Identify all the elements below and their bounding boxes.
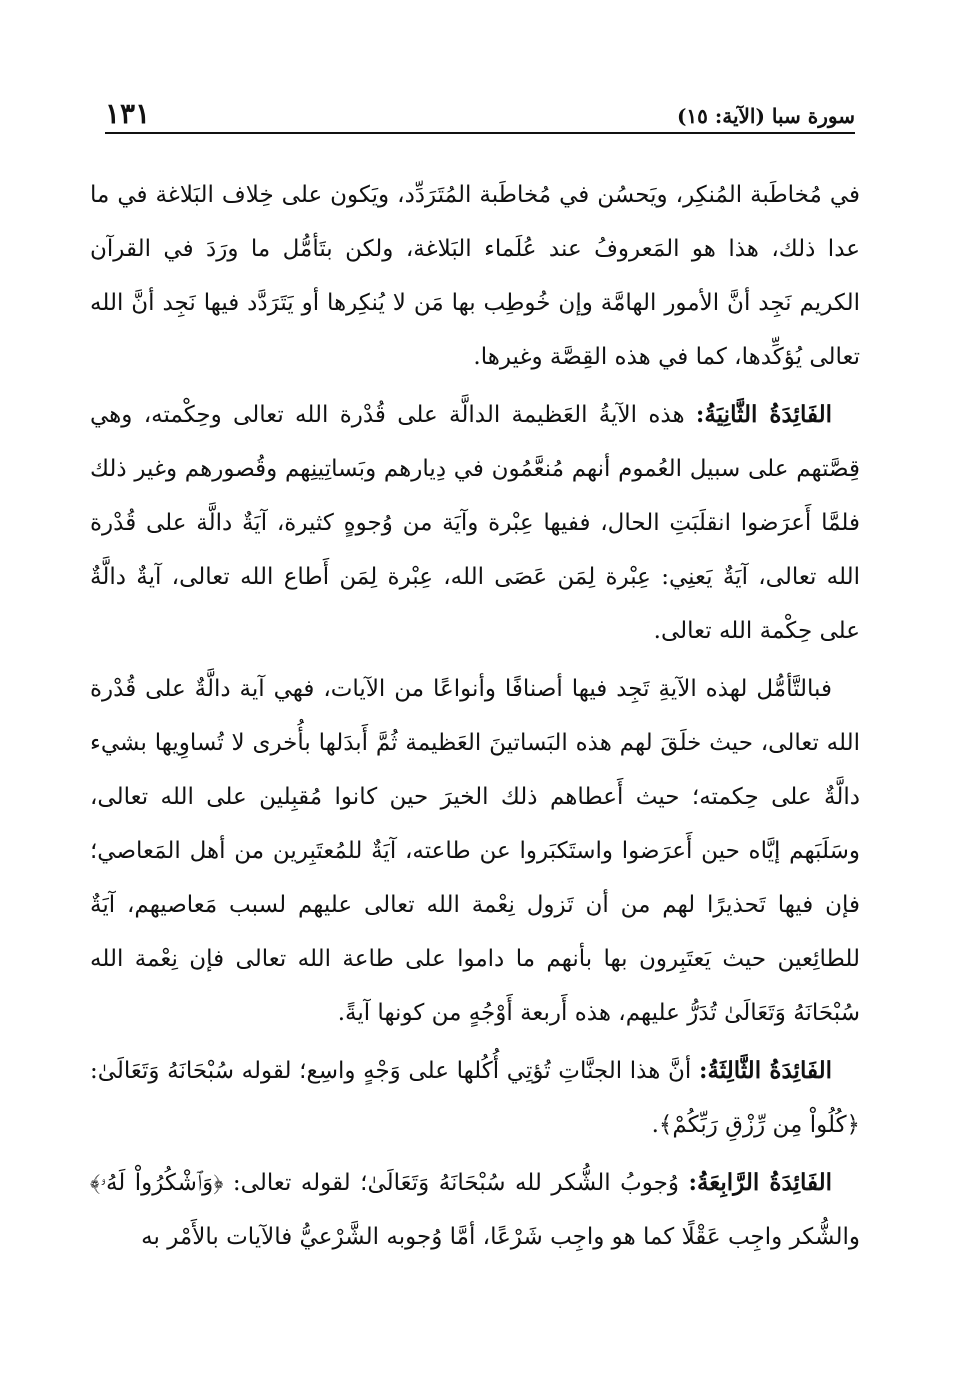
paragraph-text: هذه الآيةُ العَظيمة الدالَّة على قُدْرة الله تعالى وحِكْمته، وهي قِصَّتهم على سبيل العُموم أنهم مُنعَّمُون في دِيارهم وبَساتِينِهم وقُصورهم وغير ذلك فلمَّا أَعرَضوا انقلَبَتِ الحال، ففيها عِبْرة وآيَة من وُجوهٍ كثيرة، آيَةٌ دالَّة على قُدْرة الله تعالى، آيَةٌ يَعنِي: عِبْرة لِمَن عَصَى الله، عِبْرة لِمَن أَطاع الله تعالى، آيةٌ دالَّةٌ على حِكْمة الله تعالى. [90,402,860,644]
benefit-heading-fourth: الفَائِدَةُ الرَّابِعَةُ: [688,1169,832,1196]
page-body [90,168,860,1268]
paragraph-text: في مُخاطَبة المُنكِر، ويَحسُن في مُخاطَبة المُتَرَدِّد، ويَكون على خِلاف البَلاغة في ما عدا ذلك، هذا هو المَعروفُ عند عُلَماء البَلاغة، ولكن بتَأمُّل ما ورَدَ في القرآن الكريم نَجِد أنَّ الأمور الهامَّة وإن خُوطِب بها مَن لا يُنكِرها أو يَتَرَدَّد فيها نَجِد أنَّ الله تعالى يُؤكِّدها، كما في هذه القِصَّة وغيرها. [90,182,860,370]
page-number: ١٣١ [105,97,151,130]
benefit-heading-third: الفَائِدَةُ الثَّالِثَةُ: [698,1057,832,1084]
paragraph-text: فبالتَّأمُّل لهذه الآيةِ تَجِد فيها أصنافًا وأنواعًا من الآيات، فهي آية دالَّةٌ على قُدْرة الله تعالى، حيث خلَقَ لهم هذه البَساتينَ العَظيمة ثُمَّ أَبدَلها بأُخرى لا تُساوِيها بشيء دالَّةٌ على حِكمته؛ حيث أَعطاهم ذلك الخيرَ حين كانوا مُقبِلين على الله تعالى، وسَلَبَهم إيَّاه حين أَعرَضوا واستَكبَروا عن طاعته، آيَةٌ للمُعتَبِرين من أهل المَعاصي؛ فإن فيها تَحذيرًا لهم من أن تَزول نِعْمة الله تعالى عليهم لسبب مَعاصيهم، آيَةٌ للطائِعين حيث يَعتَبِرون بها بأنهم ما داموا على طاعة الله تعالى فإن نِعْمة الله سُبْحَانَهُ وَتَعَالَىٰ تُدَرُّ عليهم، هذه أَربعة أَوْجُهٍ من كونها آيةً. [90,676,860,1026]
paragraph-text: أنَّ هذا الجنَّاتِ تُؤتِي أُكُلها على وَجْهٍ واسِع؛ لقوله سُبْحَانَهُ وَتَعَالَىٰ: ﴿كُلُواْ مِن رِّزْقِ رَبِّكُمْ﴾. [90,1058,860,1138]
paragraph-1 [90,168,860,384]
page-header [105,92,855,134]
paragraph-5 [90,1156,860,1264]
paragraph-4 [90,1044,860,1152]
surah-title: سورة سبا (الآية: ١٥) [676,104,855,128]
benefit-heading-second: الفَائِدَةُ الثَّانِيَةُ: [695,401,832,428]
paragraph-text: وُجوبُ الشُّكر لله سُبْحَانَهُ وَتَعَالَىٰ؛ لقوله تعالى: ﴿وَٱشْكُرُواْ لَهُۥ﴾ والشُّكر واجِب عَقْلًا كما هو واجِب شَرْعًا، أمَّا وُجوبه الشَّرْعيُّ فالآيات بالأَمْر به [90,1170,860,1250]
paragraph-2 [90,388,860,658]
paragraph-3 [90,662,860,1040]
